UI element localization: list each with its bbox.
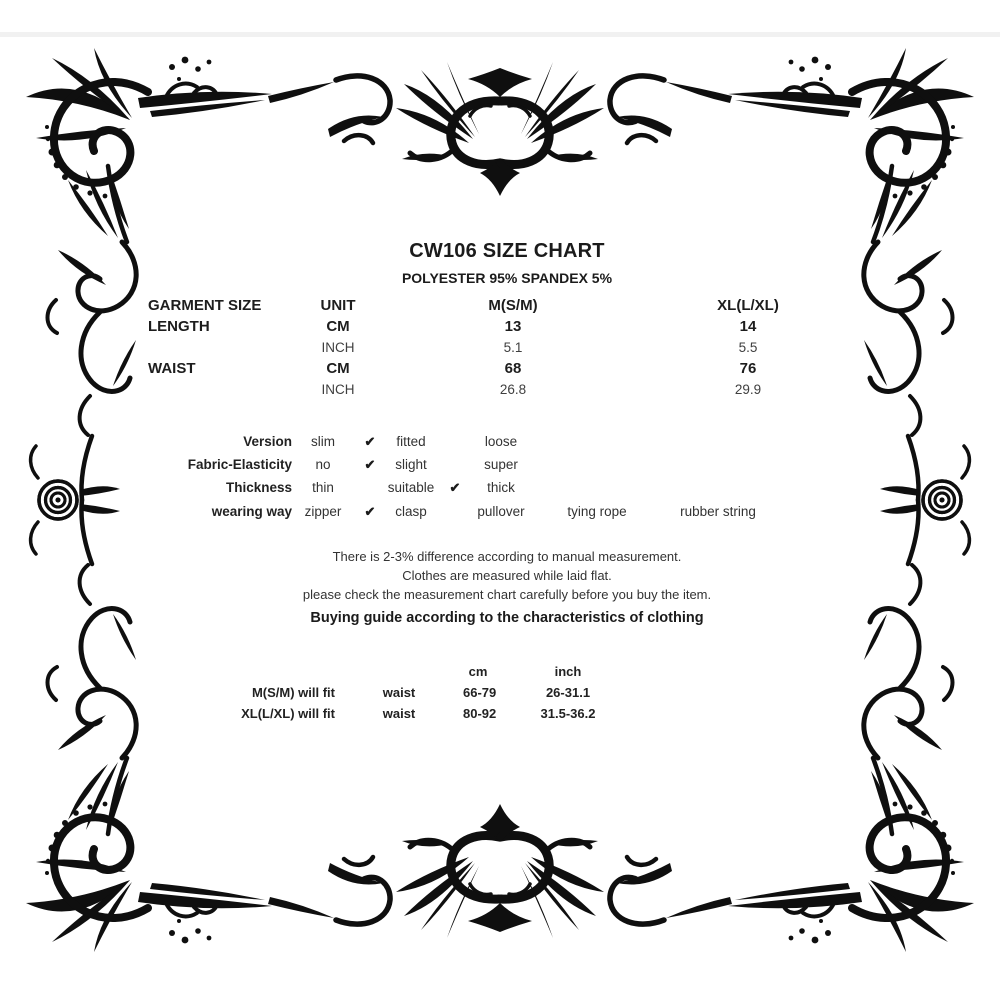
check-slot bbox=[436, 430, 474, 453]
value-cell: 13 bbox=[504, 318, 522, 335]
attr-label-version: Version bbox=[243, 434, 292, 449]
attr-option: clasp bbox=[395, 503, 427, 519]
unit-cell: CM bbox=[326, 318, 350, 335]
col-header-xl: XL(L/XL) bbox=[717, 297, 779, 314]
check-icon: ✔ bbox=[364, 503, 376, 519]
attr-option: tying rope bbox=[567, 503, 627, 519]
attr-option: slim bbox=[311, 434, 335, 449]
note-line-1: There is 2-3% difference according to manual measurement. bbox=[332, 549, 682, 564]
fit-col-header-cm: cm bbox=[468, 664, 488, 679]
fit-header-blank bbox=[335, 662, 463, 683]
note-line-2: Clothes are measured while laid flat. bbox=[402, 567, 612, 583]
attr-option bbox=[528, 453, 666, 476]
fit-row-cm: 66-79 bbox=[463, 684, 497, 700]
attr-option: no bbox=[315, 457, 331, 473]
fabric-subtitle: POLYESTER 95% SPANDEX 5% bbox=[401, 270, 613, 286]
fit-row-name: M(S/M) will fit bbox=[251, 684, 335, 700]
row-label-blank bbox=[148, 337, 313, 358]
check-slot bbox=[436, 500, 474, 523]
fit-row-cm: 80-92 bbox=[463, 705, 497, 721]
attr-option: thin bbox=[312, 480, 334, 496]
value-cell: 29.9 bbox=[734, 382, 762, 397]
attr-label-wearing-way: wearing way bbox=[211, 503, 292, 519]
attr-option bbox=[528, 430, 666, 453]
fit-guide-table bbox=[190, 662, 643, 724]
attr-option bbox=[666, 453, 770, 476]
attr-option bbox=[528, 476, 666, 499]
row-label-length: LENGTH bbox=[148, 318, 210, 335]
check-slot bbox=[354, 476, 386, 499]
col-header-m: M(S/M) bbox=[488, 297, 538, 314]
col-header-garment-size: GARMENT SIZE bbox=[148, 297, 262, 314]
attr-option: super bbox=[484, 457, 518, 473]
characteristics-table bbox=[160, 430, 770, 523]
row-label-waist: WAIST bbox=[148, 360, 196, 377]
fit-row-inch: 31.5-36.2 bbox=[540, 705, 596, 721]
page-title: CW106 SIZE CHART bbox=[409, 240, 605, 262]
unit-cell: INCH bbox=[321, 340, 355, 355]
value-cell: 14 bbox=[739, 318, 757, 335]
attr-label-fabric-elasticity: Fabric-Elasticity bbox=[187, 457, 292, 473]
check-icon: ✔ bbox=[364, 434, 376, 449]
check-slot bbox=[436, 453, 474, 476]
top-divider-line bbox=[0, 32, 1000, 37]
value-cell: 5.1 bbox=[503, 340, 523, 355]
unit-cell: CM bbox=[326, 360, 350, 377]
value-cell: 68 bbox=[504, 360, 522, 377]
attr-option: fitted bbox=[396, 434, 426, 449]
attr-option bbox=[666, 430, 770, 453]
attr-label-thickness: Thickness bbox=[225, 480, 292, 496]
fit-row-part: waist bbox=[382, 684, 416, 700]
value-cell: 5.5 bbox=[738, 340, 758, 355]
fit-header-blank bbox=[190, 662, 335, 683]
fit-row-name: XL(L/XL) will fit bbox=[241, 705, 335, 721]
attr-option: zipper bbox=[304, 503, 342, 519]
attr-option: pullover bbox=[477, 503, 525, 519]
attr-option: rubber string bbox=[680, 503, 756, 519]
fit-row-inch: 26-31.1 bbox=[545, 684, 591, 700]
fit-row-part: waist bbox=[382, 705, 416, 721]
measurement-notes bbox=[157, 548, 857, 629]
attr-option bbox=[666, 476, 770, 499]
fit-col-header-inch: inch bbox=[554, 664, 582, 679]
check-icon: ✔ bbox=[364, 457, 376, 473]
col-header-unit: UNIT bbox=[320, 297, 356, 314]
attr-option: loose bbox=[484, 434, 518, 449]
row-label-blank bbox=[148, 379, 313, 400]
attr-option: suitable bbox=[387, 480, 435, 496]
value-cell: 26.8 bbox=[499, 382, 527, 397]
unit-cell: INCH bbox=[321, 382, 355, 397]
note-line-3: please check the measurement chart carefully before you buy the item. bbox=[302, 586, 712, 602]
check-icon: ✔ bbox=[449, 480, 461, 496]
buying-guide-heading: Buying guide according to the characteristics of clothing bbox=[310, 610, 704, 627]
attr-option: thick bbox=[487, 480, 515, 496]
value-cell: 76 bbox=[739, 360, 757, 377]
attr-option: slight bbox=[395, 457, 427, 473]
size-measurements-table bbox=[148, 295, 833, 400]
